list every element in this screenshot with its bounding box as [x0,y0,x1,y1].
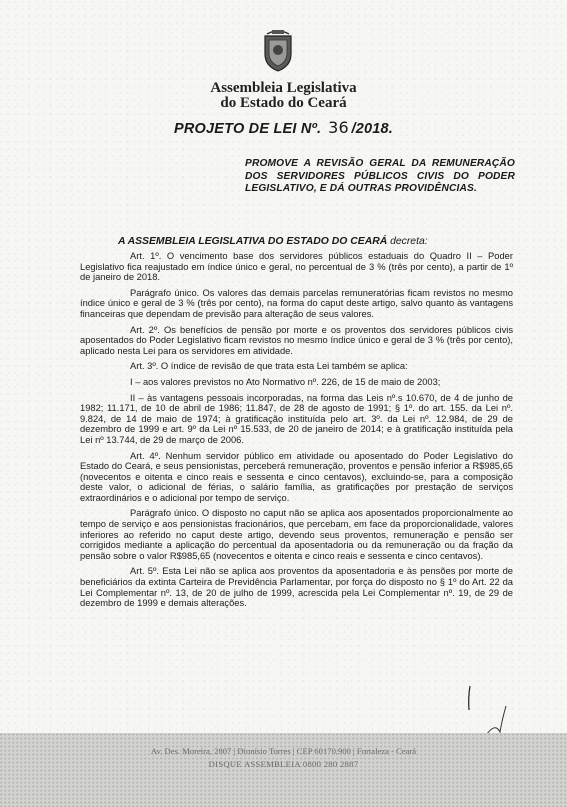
bill-title-suffix: /2018. [351,121,393,137]
footer-phone: DISQUE ASSEMBLEIA 0800 280 2887 [208,759,359,769]
bill-number: 36 [328,118,349,137]
footer-address: Av. Des. Moreira, 2807 | Dionísio Torres | CEP 60170.900 | Fortaleza - Ceará [150,746,417,756]
enacting-verb: decreta: [390,236,428,247]
article-4: Art. 4º. Nenhum servidor público em atividade ou aposentado do Poder Legislativo do Estado do Ceará, e seus pensionistas, perceberá remuneração, proventos e pensão inferior a R$985,65 (novecentos e oitenta e cinco reais e sessenta e cinco centavos), excluindo-se, para a composição deste valor, o adicional de férias, o salário família, as gratificações por prestação de serviços extraordinários e o adicional por tempo de serviço. [80,450,513,503]
article-5: Art. 5º. Esta Lei não se aplica aos proventos da aposentadoria e às pensões por morte de beneficiários da extinta Carteira de Previdência Parlamentar, por força do disposto no § 1º do Art. 22 da Lei Complementar nº. 13, de 20 de julho de 1999, acrescida pela Lei Complementar nº. 19, de 29 de dezembro de 1999 e demais alterações. [80,566,513,609]
article-2: Art. 2º. Os benefícios de pensão por morte e os proventos dos servidores públicos civis aposentados do Poder Legislativo ficam revistos no mesmo índice único e geral de 3 % (três por cento), aplicado nesta Lei para os servidores em atividade. [80,324,513,356]
enacting-clause [118,236,498,247]
article-1-paragraph: Parágrafo único. Os valores das demais parcelas remuneratórias ficam revistos no mesmo índice único e geral de 3 % (três por cento), na forma do caput deste artigo, salvo quanto às vantagens financeiras que dependam de previsão para alteração de seus valores. [80,287,513,319]
article-4-paragraph: Parágrafo único. O disposto no caput não se aplica aos aposentados proporcionalmente ao tempo de serviço e aos pensionistas fracionários, que percebam, em face da proporcionalidade, valores inferiores ao referido no caput deste artigo, devendo seus proventos, remuneração e pensão ser corrigidos mediante a aplicação do percentual da aposentadoria ou da remuneração ou da fração da pensão sobre o valor R$985,65 (novecentos e oitenta e cinco reais e sessenta e cinco centavos). [80,508,513,561]
org-name-line2: do Estado do Ceará [220,95,347,111]
bill-body [80,251,513,614]
footer-band [0,733,567,807]
bill-summary: PROMOVE A REVISÃO GERAL DA REMUNERAÇÃO DOS SERVIDORES PÚBLICOS CIVIS DO PODER LEGISLATIVO, E DÁ OUTRAS PROVIDÊNCIAS. [245,158,515,195]
bill-title [0,118,567,137]
bill-title-prefix: PROJETO DE LEI Nº. [174,121,322,137]
enacting-subject: A ASSEMBLEIA LEGISLATIVA DO ESTADO DO CEARÁ [118,236,388,247]
org-name-line1: Assembleia Legislativa [210,80,357,96]
article-3: Art. 3º. O índice de revisão de que trata esta Lei também se aplica: [130,361,408,372]
article-3-item-2: II – às vantagens pessoais incorporadas, na forma das Leis nº.s 10.670, de 4 de junho de 1982; 11.171, de 10 de abril de 1986; 11.847, de 28 de agosto de 1991; § 1º. do art. 155. da Lei nº. 9.824, de 14 de maio de 1974; à gratificação instituída pelo art. 3º. da Lei nº. 12.984, de 29 de dezembro de 1999 e art. 9º da Lei nº 15.533, de 20 de janeiro de 2014; e à gratificação instituída pela Lei nº 13.744, de 29 de março de 2006. [80,392,513,445]
article-3-item-1: I – aos valores previstos no Ato Normativo nº. 226, de 15 de maio de 2003; [130,376,441,387]
state-coat-of-arms-icon [261,28,295,72]
article-1: Art. 1º. O vencimento base dos servidores públicos estaduais do Quadro II – Poder Legislativo fica reajustado em índice único e geral, no percentual de 3 % (três por cento), a partir de 1º de janeiro de 2018. [80,251,513,283]
